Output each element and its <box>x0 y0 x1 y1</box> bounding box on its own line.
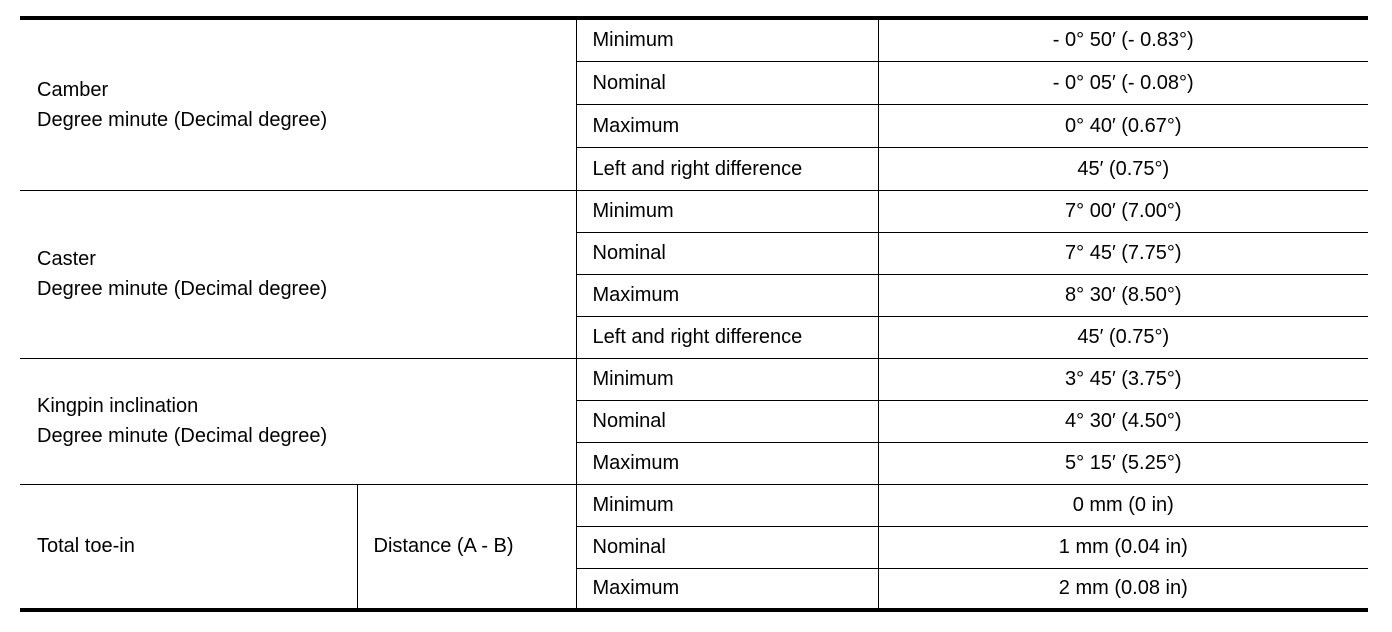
kingpin-minimum-label: Minimum <box>576 358 878 400</box>
camber-difference-value: 45′ (0.75°) <box>878 147 1368 190</box>
kingpin-minimum-value: 3° 45′ (3.75°) <box>878 358 1368 400</box>
caster-maximum-value: 8° 30′ (8.50°) <box>878 274 1368 316</box>
caster-nominal-value: 7° 45′ (7.75°) <box>878 232 1368 274</box>
kingpin-label-cell <box>20 358 576 484</box>
camber-nominal-value: - 0° 05′ (- 0.08°) <box>878 61 1368 104</box>
caster-label: Caster <box>37 248 96 270</box>
camber-maximum-label: Maximum <box>576 104 878 147</box>
camber-difference-label: Left and right difference <box>576 147 878 190</box>
table-row <box>20 484 1368 526</box>
kingpin-label: Kingpin inclination <box>37 395 199 417</box>
toe-in-distance-label: Distance (A - B) <box>357 484 576 610</box>
kingpin-nominal-value: 4° 30′ (4.50°) <box>878 400 1368 442</box>
toe-in-minimum-value: 0 mm (0 in) <box>878 484 1368 526</box>
caster-label-cell <box>20 190 576 358</box>
toe-in-maximum-value: 2 mm (0.08 in) <box>878 568 1368 610</box>
toe-in-nominal-value: 1 mm (0.04 in) <box>878 526 1368 568</box>
wheel-alignment-table <box>20 16 1368 612</box>
caster-maximum-label: Maximum <box>576 274 878 316</box>
caster-minimum-label: Minimum <box>576 190 878 232</box>
table-row <box>20 18 1368 61</box>
camber-minimum-label: Minimum <box>576 18 878 61</box>
camber-maximum-value: 0° 40′ (0.67°) <box>878 104 1368 147</box>
toe-in-maximum-label: Maximum <box>576 568 878 610</box>
table-row <box>20 358 1368 400</box>
caster-difference-label: Left and right difference <box>576 316 878 358</box>
caster-difference-value: 45′ (0.75°) <box>878 316 1368 358</box>
camber-nominal-label: Nominal <box>576 61 878 104</box>
caster-minimum-value: 7° 00′ (7.00°) <box>878 190 1368 232</box>
kingpin-maximum-value: 5° 15′ (5.25°) <box>878 442 1368 484</box>
caster-nominal-label: Nominal <box>576 232 878 274</box>
toe-in-minimum-label: Minimum <box>576 484 878 526</box>
table-row <box>20 190 1368 232</box>
toe-in-nominal-label: Nominal <box>576 526 878 568</box>
kingpin-unit-label: Degree minute (Decimal degree) <box>37 425 328 447</box>
camber-unit-label: Degree minute (Decimal degree) <box>37 108 328 131</box>
kingpin-nominal-label: Nominal <box>576 400 878 442</box>
caster-unit-label: Degree minute (Decimal degree) <box>37 278 328 300</box>
camber-label: Camber <box>37 78 109 101</box>
camber-minimum-value: - 0° 50′ (- 0.83°) <box>878 18 1368 61</box>
kingpin-maximum-label: Maximum <box>576 442 878 484</box>
toe-in-label: Total toe-in <box>20 484 357 610</box>
camber-label-cell <box>20 18 576 190</box>
